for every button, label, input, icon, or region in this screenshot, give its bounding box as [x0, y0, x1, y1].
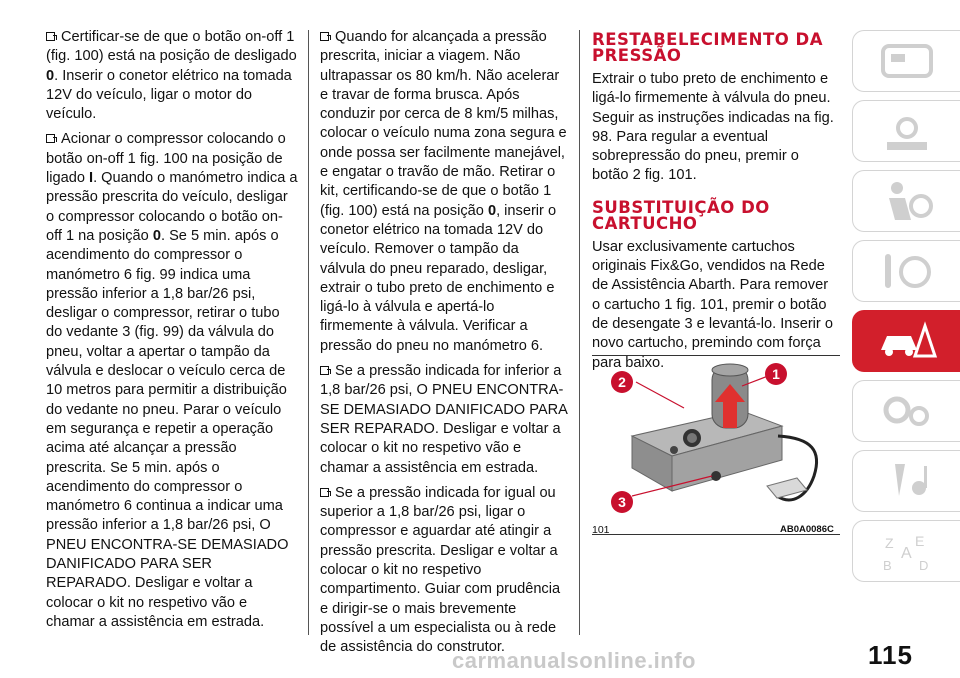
- emergency-car-icon: [875, 316, 939, 366]
- tab-multimedia[interactable]: [852, 450, 960, 512]
- tab-maintenance[interactable]: [852, 380, 960, 442]
- checkbox-bullet-icon: [46, 134, 55, 143]
- svg-text:2: 2: [618, 374, 626, 390]
- compressor-kit-illustration: [592, 356, 840, 522]
- svg-text:Z: Z: [884, 535, 894, 551]
- section-heading: RESTABELECIMENTO DA PRESSÃO: [592, 30, 823, 65]
- figure-code: AB0A0086C: [780, 524, 834, 535]
- paragraph: Certificar-se de que o botão on-off 1 (fig. 100) está na posição de desligado 0. Inserir o conetor elétrico na tomada 12V do veículo, ligar o motor do veículo.: [46, 29, 297, 123]
- column-divider: [579, 30, 580, 635]
- tab-warning-lights[interactable]: [852, 100, 960, 162]
- airbag-seat-icon: [875, 176, 939, 226]
- checkbox-bullet-icon: [320, 488, 329, 497]
- car-dashboard-icon: [875, 36, 939, 86]
- svg-text:3: 3: [618, 494, 626, 510]
- maintenance-gears-icon: [875, 386, 939, 436]
- tab-airbag-seat[interactable]: [852, 170, 960, 232]
- paragraph: Acionar o compressor colocando o botão on-off 1 fig. 100 na posição de ligado I. Quando o manómetro indica a pressão prescrita do veículo, desligar o compressor colocando o botão on-off 1 na posição 0. Se 5 min. após o acendimento do compressor o manómetro 6 fig. 99 indica uma pressão inferior a 1,8 bar/26 psi, desligar o compressor, retirar o tubo do vedante 3 (fig. 99) da válvula do pneu, voltar a apertar o tampão da válvula e deslocar o veículo cerca de 10 metros para permitir a distribuição do vedante no pneu. Parar o veículo em segurança e repetir a operação acima até alcançar a pressão prescrita. Se 5 min. após o acendimento do compressor o manómetro 6 continua a indicar uma pressão inferior a 1,8 bar/26 psi, O PNEU ENCONTRA-SE DEMASIADO DANIFICADO PARA SER REPARADO. Desligar e voltar a colocar o kit no respetivo vão e chamar a assistência em estrada.: [46, 131, 298, 630]
- warning-lights-icon: [875, 106, 939, 156]
- paragraph: Usar exclusivamente cartuchos originais Fix&Go, vendidos na Rede de Assistência Abarth. Para remover o cartucho 1 fig. 101, premir o botão de desengate 3 e levantá-lo. Inserir o novo cartucho, premindo com força para baixo.: [592, 238, 833, 371]
- svg-text:A: A: [900, 545, 912, 562]
- paragraph: Extrair o tubo preto de enchimento e ligá-lo firmemente à válvula do pneu. Seguir as instruções indicadas na fig. 98. Para regular a eventual sobrepressão do pneu, premir o botão 2 fig. 101.: [592, 71, 834, 184]
- figure-number: 101: [592, 524, 610, 536]
- paragraph: Quando for alcançada a pressão prescrita, iniciar a viagem. Não ultrapassar os 80 km/h. Não acelerar e travar de forma brusca. Após conduzir por cerca de 8 km/5 milhas, colocar o veículo numa zona segura e onde possa ser facilmente manejável, e engatar o travão de mão. Retirar o kit, certificando-se de que o botão 1 (fig. 100) está na posição 0, inserir o conetor elétrico na tomada 12V do veículo. Remover o tampão da válvula do pneu reparado, desligar, extrair o tubo preto de enchimento e ligá-lo à válvula e apertá-lo firmemente à válvula. Verificar a pressão do pneu no manómetro 6.: [320, 29, 567, 354]
- svg-text:D: D: [918, 558, 928, 573]
- checkbox-bullet-icon: [46, 32, 55, 41]
- checkbox-bullet-icon: [320, 366, 329, 375]
- tab-index[interactable]: [852, 520, 960, 582]
- section-heading: SUBSTITUIÇÃO DO CARTUCHO: [592, 197, 770, 233]
- tab-car-dashboard[interactable]: [852, 30, 960, 92]
- music-nav-icon: [875, 456, 939, 506]
- tab-emergency[interactable]: [852, 310, 960, 372]
- paragraph: Se a pressão indicada for igual ou superior a 1,8 bar/26 psi, ligar o compressor e aguardar até atingir a pressão prescrita. Desligar e voltar a colocar o kit no respetivo compartimento. Guiar com prudência e dirigir-se o mais brevemente possível a um especialista ou à rede de assistência do construtor.: [320, 484, 561, 656]
- page-number: 115: [868, 640, 913, 670]
- svg-text:1: 1: [772, 366, 780, 382]
- svg-text:E: E: [914, 533, 924, 549]
- column-1: [46, 28, 298, 638]
- paragraph: Se a pressão indicada for inferior a 1,8 bar/26 psi, O PNEU ENCONTRA-SE DEMASIADO DANIFICADO PARA SER REPARADO. Desligar e voltar a colocar o kit no respetivo vão e chamar a assistência em estrada.: [320, 363, 568, 476]
- svg-text:B: B: [882, 558, 892, 573]
- column-3: [592, 28, 836, 379]
- watermark: carmanualsonline.info: [452, 648, 696, 673]
- checkbox-bullet-icon: [320, 32, 329, 41]
- column-2: [320, 28, 568, 664]
- index-letters-icon: [875, 526, 939, 576]
- figure-101: [592, 355, 840, 535]
- column-divider: [308, 30, 309, 635]
- steering-key-icon: [875, 246, 939, 296]
- tab-steering-key[interactable]: [852, 240, 960, 302]
